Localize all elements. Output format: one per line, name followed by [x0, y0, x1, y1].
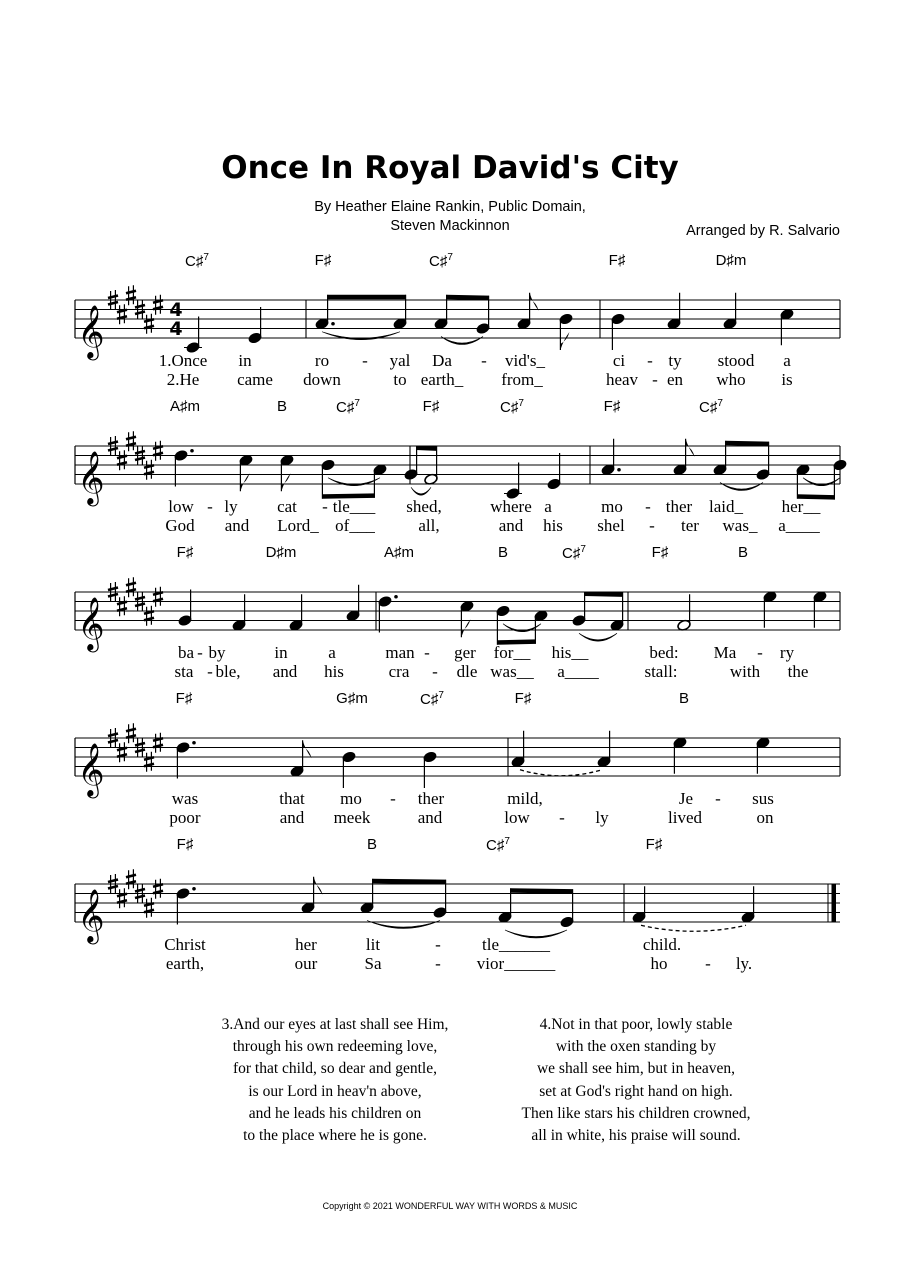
chord-symbol	[176, 690, 193, 707]
chord-symbol	[185, 252, 209, 270]
chord-root: F♯	[422, 398, 440, 415]
time-signature-top: 4	[169, 299, 183, 321]
eighth-flag	[240, 473, 249, 491]
verse-3-line: to the place where he is gone.	[243, 1127, 427, 1145]
lyric-verse-1: mo	[601, 497, 623, 516]
lyric-verse-1: -	[424, 643, 430, 662]
lyric-verse-1: -	[362, 351, 368, 370]
chord-seventh: 7	[447, 252, 453, 263]
copyright-notice: Copyright © 2021 WONDERFUL WAY WITH WORDS & MUSIC	[322, 1201, 578, 1211]
lyric-verse-1: cat	[277, 497, 297, 516]
lyric-verse-2: meek	[333, 808, 371, 827]
chord-symbol	[486, 836, 510, 854]
chord-seventh: 7	[580, 544, 586, 555]
chord-root: C♯	[500, 399, 519, 416]
lyric-verse-1: Je	[678, 789, 694, 808]
eighth-flag	[530, 293, 539, 311]
lyric-verse-2: was_	[722, 516, 758, 535]
key-signature-sharp-icon	[153, 587, 163, 607]
lyric-verse-2: -	[649, 516, 655, 535]
key-signature-sharp-icon	[117, 596, 127, 616]
lyric-verse-1: -	[757, 643, 763, 662]
lyric-verse-2: ho	[650, 954, 668, 973]
chord-symbol	[699, 398, 723, 416]
lyric-verse-2: low	[504, 808, 530, 827]
key-signature-sharp-icon	[153, 733, 163, 753]
chord-root: B	[276, 398, 288, 415]
chord-symbol	[646, 836, 663, 853]
lyric-verse-2: came	[237, 370, 273, 389]
lyric-verse-1: bed:	[649, 643, 679, 662]
lyric-verse-1: her__	[781, 497, 821, 516]
beam	[373, 879, 446, 884]
lyric-verse-1: sus	[752, 789, 774, 808]
time-signature-bottom: 4	[169, 318, 183, 340]
key-signature-sharp-icon	[144, 898, 154, 918]
key-signature-sharp-icon	[144, 606, 154, 626]
lyric-verse-1: child.	[642, 935, 682, 954]
lyric-verse-2: the	[787, 662, 809, 681]
byline-line-2: Steven Mackinnon	[390, 218, 510, 234]
lyric-verse-1: -	[435, 935, 441, 954]
lyric-verse-2: from_	[501, 370, 543, 389]
lyric-verse-1: stood	[717, 351, 755, 370]
lyric-verse-1: -	[715, 789, 721, 808]
chord-symbol	[562, 544, 586, 562]
slur	[322, 332, 400, 340]
lyric-verse-1: ci	[612, 351, 626, 370]
lyric-verse-2: vior______	[476, 954, 556, 973]
verse-4	[486, 1014, 786, 1147]
treble-clef-icon: 𝄞	[77, 888, 105, 942]
chord-root: C♯	[429, 253, 448, 270]
lyric-verse-2: was__	[490, 662, 534, 681]
chord-symbol	[384, 544, 414, 561]
lyric-verse-2: earth,	[165, 954, 205, 973]
lyric-verse-2: sta	[174, 662, 194, 681]
lyric-verse-1: a	[328, 643, 336, 662]
key-signature-sharp-icon	[153, 441, 163, 461]
chord-symbol	[716, 252, 747, 269]
augmentation-dot	[331, 322, 335, 326]
lyric-verse-1: was	[171, 789, 199, 808]
key-signature-sharp-icon	[117, 450, 127, 470]
slur	[411, 487, 431, 495]
eighth-flag	[281, 473, 290, 491]
chord-symbol	[423, 398, 440, 415]
lyric-verse-2: cra	[388, 662, 410, 681]
lyric-verse-2: is	[781, 370, 793, 389]
chord-symbol	[652, 544, 669, 561]
augmentation-dot	[192, 887, 196, 891]
key-signature-sharp-icon	[144, 460, 154, 480]
eighth-flag	[686, 439, 695, 457]
chord-symbol	[604, 398, 621, 415]
slur	[328, 478, 380, 486]
lyric-verse-1: tle______	[482, 935, 550, 954]
chord-symbol	[336, 690, 368, 707]
beam	[726, 441, 769, 446]
lyric-verse-1: -	[322, 497, 328, 516]
lyric-verse-2: earth_	[420, 370, 464, 389]
lyric-verse-2: his	[324, 662, 344, 681]
chord-symbol	[738, 544, 748, 561]
chord-root: F♯	[514, 690, 532, 707]
chord-seventh: 7	[203, 252, 209, 263]
chord-root: C♯	[562, 545, 581, 562]
key-signature-sharp-icon	[117, 888, 127, 908]
chord-symbol	[336, 398, 360, 416]
dashed-tie	[520, 770, 602, 776]
chord-root: F♯	[608, 252, 626, 269]
lyric-verse-1: ger	[454, 643, 476, 662]
key-signature-sharp-icon	[117, 304, 127, 324]
treble-clef-icon: 𝄞	[77, 304, 105, 358]
final-barline-thick	[832, 884, 837, 922]
chord-symbol	[498, 544, 508, 561]
chord-symbol	[277, 398, 287, 415]
chord-symbol	[609, 252, 626, 269]
key-signature-sharp-icon	[144, 752, 154, 772]
lyric-verse-2: and	[224, 516, 250, 535]
verse-4-line: 4.Not in that poor, lowly stable	[539, 1016, 733, 1033]
chord-root: G♯m	[336, 690, 368, 707]
eighth-flag	[314, 877, 323, 895]
verse-3-line: is our Lord in heav'n above,	[248, 1082, 422, 1100]
lyric-verse-2: who	[716, 370, 746, 389]
treble-clef-icon: 𝄞	[77, 596, 105, 650]
lyric-verse-1: that	[279, 789, 305, 808]
lyric-verse-1: -	[645, 497, 651, 516]
lyric-verse-1: -	[197, 643, 203, 662]
chord-root: B	[497, 544, 509, 561]
chord-seventh: 7	[518, 398, 524, 409]
key-signature-sharp-icon	[126, 869, 136, 889]
lyric-verse-1: Christ	[164, 935, 206, 954]
key-signature-sharp-icon	[126, 577, 136, 597]
lyric-verse-2: and	[498, 516, 524, 535]
lyric-verse-2: -	[705, 954, 711, 973]
key-signature-sharp-icon	[153, 295, 163, 315]
lyric-verse-2: lived	[668, 808, 702, 827]
chord-root: F♯	[314, 252, 332, 269]
lyric-verse-1: a	[783, 351, 791, 370]
verse-4-line: with the oxen standing by	[555, 1038, 717, 1056]
lyric-verse-1: mo	[340, 789, 362, 808]
treble-clef-icon: 𝄞	[77, 742, 105, 796]
lyric-verse-2: Sa	[364, 954, 382, 973]
lyric-verse-1: low	[168, 497, 194, 516]
eighth-flag	[560, 332, 569, 350]
byline-line-1: By Heather Elaine Rankin, Public Domain,	[314, 199, 586, 215]
verse-3-line: for that child, so dear and gentle,	[232, 1060, 437, 1078]
lyric-verse-2: on	[756, 808, 774, 827]
lyric-verse-2: dle	[456, 662, 478, 681]
lyric-verse-2: shel	[597, 516, 625, 535]
chord-symbol	[429, 252, 453, 270]
lyric-verse-1: mild,	[507, 789, 543, 808]
verse-3-line: and he leads his children on	[248, 1104, 422, 1122]
lyric-verse-1: in	[274, 643, 288, 662]
lyric-verse-2: to	[393, 370, 407, 389]
chord-root: F♯	[176, 544, 194, 561]
chord-root: F♯	[645, 836, 663, 853]
lyric-verse-1: man	[385, 643, 415, 662]
lyric-verse-2: -	[652, 370, 658, 389]
lyric-verse-1: 1.Once	[158, 351, 208, 370]
lyric-verse-1: ro	[314, 351, 330, 370]
lyric-verse-1: his__	[551, 643, 589, 662]
lyric-verse-2: ter	[681, 516, 699, 535]
lyric-verse-2: of___	[335, 516, 375, 535]
lyric-verse-1: ba	[177, 643, 195, 662]
lyric-verse-2: Lord_	[277, 516, 319, 535]
beam	[511, 888, 573, 893]
augmentation-dot	[190, 449, 194, 453]
verse-3	[185, 1014, 485, 1147]
lyric-verse-2: -	[207, 662, 213, 681]
lyric-verse-1: laid_	[709, 497, 743, 516]
lyric-verse-1: -	[207, 497, 213, 516]
augmentation-dot	[394, 595, 398, 599]
chord-root: F♯	[651, 544, 669, 561]
key-signature-sharp-icon	[117, 742, 127, 762]
chord-root: A♯m	[170, 398, 200, 415]
lyric-verse-1: in	[238, 351, 252, 370]
verse-4-line: we shall see him, but in heaven,	[536, 1060, 735, 1078]
chord-seventh: 7	[504, 836, 510, 847]
lyric-verse-1: ther	[417, 789, 445, 808]
lyric-verse-1: where	[490, 497, 532, 516]
treble-clef-icon: 𝄞	[77, 450, 105, 504]
slur	[579, 633, 617, 641]
song-title: Once In Royal David's City	[221, 150, 679, 186]
chord-symbol	[367, 836, 377, 853]
verse-4-line: Then like stars his children crowned,	[521, 1104, 751, 1122]
lyric-verse-1: vid's_	[505, 351, 545, 370]
lyric-verse-1: ry	[779, 643, 795, 662]
lyric-verse-1: her	[295, 935, 317, 954]
lyric-verse-2: and	[279, 808, 305, 827]
chord-root: B	[678, 690, 690, 707]
chord-root: C♯	[486, 837, 505, 854]
arranger-credit: Arranged by R. Salvario	[686, 223, 840, 239]
lyric-verse-2: -	[435, 954, 441, 973]
key-signature-sharp-icon	[144, 314, 154, 334]
chord-root: C♯	[336, 399, 355, 416]
lyric-verse-2: ly.	[735, 954, 753, 973]
lyric-verse-1: yal	[389, 351, 411, 370]
lyric-verse-1: Ma	[713, 643, 737, 662]
lyric-verse-1: ly	[224, 497, 238, 516]
augmentation-dot	[617, 468, 621, 472]
chord-root: F♯	[175, 690, 193, 707]
lyric-verse-2: and	[417, 808, 443, 827]
chord-symbol	[170, 398, 200, 415]
chord-symbol	[177, 544, 194, 561]
verse-4-line: all in white, his praise will sound.	[531, 1127, 741, 1145]
lyric-verse-1: tle___	[332, 497, 376, 516]
lyric-verse-1: lit	[365, 935, 381, 954]
lyric-verse-2: our	[294, 954, 318, 973]
eighth-flag	[461, 619, 470, 637]
chord-symbol	[266, 544, 297, 561]
lyric-verse-1: Da	[432, 351, 452, 370]
lyric-verse-2: en	[666, 370, 684, 389]
key-signature-sharp-icon	[126, 285, 136, 305]
lyric-verse-2: all,	[418, 516, 440, 535]
lyric-verse-2: ly	[595, 808, 609, 827]
lyric-verse-1: for__	[493, 643, 531, 662]
chord-root: B	[737, 544, 749, 561]
chord-symbol	[315, 252, 332, 269]
lyric-verse-2: heav	[605, 370, 639, 389]
lyric-verse-1: -	[390, 789, 396, 808]
chord-root: C♯	[699, 399, 718, 416]
beam	[585, 592, 623, 597]
verse-4-line: set at God's right hand on high.	[539, 1082, 733, 1100]
lyric-verse-1: -	[647, 351, 653, 370]
lyric-verse-2: ble,	[215, 662, 241, 681]
lyric-verse-1: ty	[668, 351, 682, 370]
dashed-tie	[641, 925, 746, 931]
chord-root: B	[366, 836, 378, 853]
chord-seventh: 7	[438, 690, 444, 701]
chord-root: C♯	[185, 253, 204, 270]
chord-symbol	[177, 836, 194, 853]
lyric-verse-2: -	[432, 662, 438, 681]
lyric-verse-2: a____	[557, 662, 599, 681]
lyric-verse-2: a____	[778, 516, 820, 535]
lyric-verse-2: stall:	[644, 662, 678, 681]
chord-seventh: 7	[717, 398, 723, 409]
key-signature-sharp-icon	[126, 723, 136, 743]
beam	[328, 295, 406, 300]
chord-root: F♯	[176, 836, 194, 853]
lyric-verse-1: ther	[665, 497, 693, 516]
lyric-verse-2: and	[272, 662, 298, 681]
chord-root: F♯	[603, 398, 621, 415]
chord-symbol	[515, 690, 532, 707]
augmentation-dot	[192, 741, 196, 745]
lyric-verse-2: poor	[169, 808, 201, 827]
verse-3-line: through his own redeeming love,	[232, 1038, 438, 1056]
lyric-verse-2: -	[559, 808, 565, 827]
lyric-verse-2: down	[303, 370, 341, 389]
lyric-verse-2: 2.He	[166, 370, 200, 389]
lyric-verse-2: his	[543, 516, 563, 535]
chord-seventh: 7	[354, 398, 360, 409]
chord-symbol	[420, 690, 444, 708]
lyric-verse-1: a	[544, 497, 552, 516]
lyric-verse-2: with	[729, 662, 761, 681]
key-signature-sharp-icon	[126, 431, 136, 451]
chord-root: D♯m	[265, 544, 297, 561]
eighth-flag	[303, 740, 312, 758]
lyric-verse-2: God	[165, 516, 195, 535]
lyric-verse-1: by	[208, 643, 226, 662]
beam	[447, 295, 489, 300]
chord-symbol	[500, 398, 524, 416]
chord-root: A♯m	[384, 544, 414, 561]
chord-root: D♯m	[715, 252, 747, 269]
key-signature-sharp-icon	[153, 879, 163, 899]
chord-symbol	[679, 690, 689, 707]
verse-3-line: 3.And our eyes at last shall see Him,	[221, 1016, 449, 1033]
lyric-verse-1: -	[481, 351, 487, 370]
lyric-verse-1: shed,	[406, 497, 442, 516]
chord-root: C♯	[420, 691, 439, 708]
beam	[417, 446, 437, 451]
